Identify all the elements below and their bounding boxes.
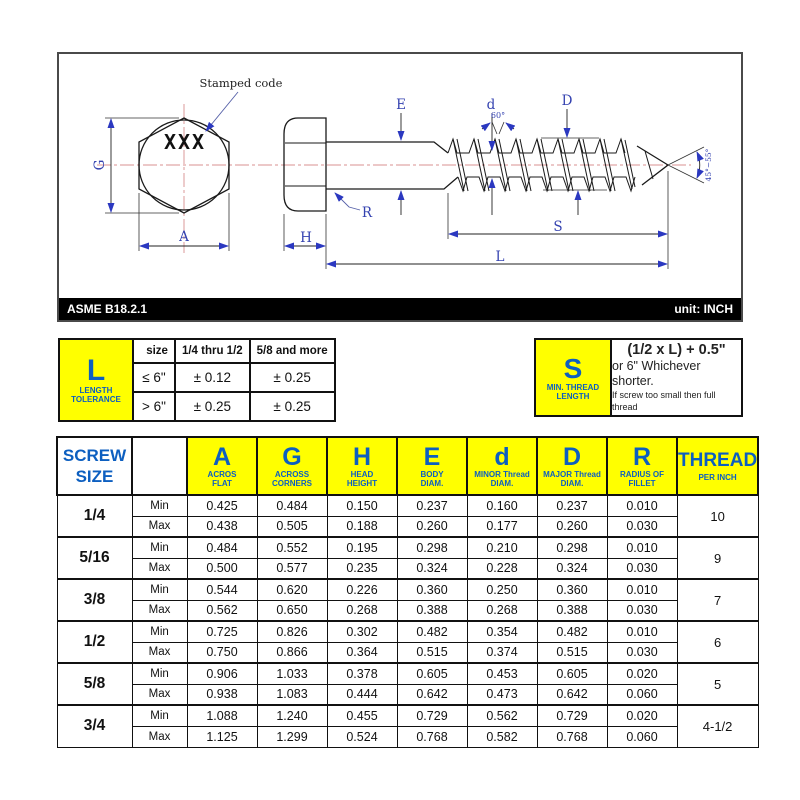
threads-per-inch-cell: 9 — [677, 537, 758, 579]
table-row: 1/2 Min 0.725 0.826 0.302 0.482 0.354 0.482 0.010 6 — [57, 621, 758, 642]
threads-per-inch-cell: 7 — [677, 579, 758, 621]
unit-label: unit: INCH — [674, 302, 733, 316]
min-thread-length-header: S MIN. THREAD LENGTH — [536, 340, 612, 415]
table-row: Max 0.562 0.650 0.268 0.388 0.268 0.388 0.030 — [57, 600, 758, 621]
screw-size-cell: 3/4 — [57, 705, 132, 747]
table-row: 3/8 Min 0.544 0.620 0.226 0.360 0.250 0.360 0.010 7 — [57, 579, 758, 600]
header-row — [57, 437, 758, 495]
table-row: > 6" ± 0.25 ± 0.25 — [59, 392, 335, 421]
standard-label: ASME B18.2.1 — [67, 302, 148, 316]
column-header-G: G ACROSS CORNERS — [257, 437, 327, 495]
dimension-label-A: A — [179, 229, 189, 245]
column-header-thread: THREAD PER INCH — [677, 437, 758, 495]
table-row: Max 0.438 0.505 0.188 0.260 0.177 0.260 0.030 — [57, 516, 758, 537]
threads-per-inch-cell: 5 — [677, 663, 758, 705]
minmax-header — [132, 437, 187, 495]
column-header-R: R RADIUS OF FILLET — [607, 437, 677, 495]
length-tolerance-header: L LENGTH TOLERANCE — [59, 339, 133, 421]
screw-size-header: SCREW SIZE — [57, 437, 132, 495]
drawing-panel — [57, 52, 743, 322]
dimension-label-H: H — [300, 230, 312, 246]
s-letter: S — [563, 352, 583, 384]
table-row: 5/8 Min 0.906 1.033 0.378 0.605 0.453 0.605 0.020 5 — [57, 663, 758, 684]
screw-size-cell: 5/8 — [57, 663, 132, 705]
lag-screw-drawing — [59, 54, 741, 298]
table-row: ≤ 6" ± 0.12 ± 0.25 — [59, 363, 335, 392]
min-thread-length-table — [534, 338, 743, 417]
lag-screw-side-view — [284, 118, 668, 211]
table-row: Max 0.500 0.577 0.235 0.324 0.228 0.324 0.030 — [57, 558, 758, 579]
dimension-label-S: S — [553, 219, 563, 235]
table-row: Max 0.938 1.083 0.444 0.642 0.473 0.642 0.060 — [57, 684, 758, 705]
dimension-label-E: E — [396, 97, 406, 113]
table-row: 5/16 Min 0.484 0.552 0.195 0.298 0.210 0.298 0.010 9 — [57, 537, 758, 558]
screw-size-cell: 3/8 — [57, 579, 132, 621]
table-row: Max 0.750 0.866 0.364 0.515 0.374 0.515 0.030 — [57, 642, 758, 663]
table-row: Max 1.125 1.299 0.524 0.768 0.582 0.768 0.060 — [57, 726, 758, 747]
column-header-D: D MAJOR Thread DIAM. — [537, 437, 607, 495]
table-row: 3/4 Min 1.088 1.240 0.455 0.729 0.562 0.729 0.020 4-1/2 — [57, 705, 758, 726]
column-header-E: E BODY DIAM. — [397, 437, 467, 495]
stamped-code-label: Stamped code — [199, 76, 283, 90]
dimension-label-D: D — [561, 93, 573, 109]
l-letter: L — [86, 354, 106, 387]
threads-per-inch-cell: 10 — [677, 495, 758, 537]
dimension-label-G: G — [92, 159, 108, 171]
column-header-A: A ACROS FLAT — [187, 437, 257, 495]
range-header-large: 5/8 and more — [250, 339, 335, 363]
screw-size-cell: 1/4 — [57, 495, 132, 537]
stamp-text: XXX — [163, 130, 207, 154]
point-angle-label: 45°~55° — [704, 148, 713, 182]
screw-size-cell: 1/2 — [57, 621, 132, 663]
length-tolerance-table — [58, 338, 336, 422]
column-header-H: H HEAD HEIGHT — [327, 437, 397, 495]
dimension-label-R: R — [361, 205, 373, 221]
thread-angle-label: 60° — [490, 111, 506, 120]
screw-dimensions-table — [56, 436, 759, 748]
screw-size-cell: 5/16 — [57, 537, 132, 579]
range-header-small: 1/4 thru 1/2 — [175, 339, 250, 363]
table-row: 1/4 Min 0.425 0.484 0.150 0.237 0.160 0.237 0.010 10 — [57, 495, 758, 516]
threads-per-inch-cell: 6 — [677, 621, 758, 663]
stamped-code-leader — [206, 92, 238, 131]
dimension-label-L: L — [495, 249, 505, 265]
min-thread-length-rule: (1/2 x L) + 0.5" or 6" Whichever shorter. If screw too small then full thread — [612, 342, 726, 412]
dimension-label-d: d — [486, 97, 496, 113]
threads-per-inch-cell: 4-1/2 — [677, 705, 758, 747]
title-bar — [59, 298, 741, 320]
size-header: size — [133, 339, 175, 363]
column-header-d: d MINOR Thread DIAM. — [467, 437, 537, 495]
